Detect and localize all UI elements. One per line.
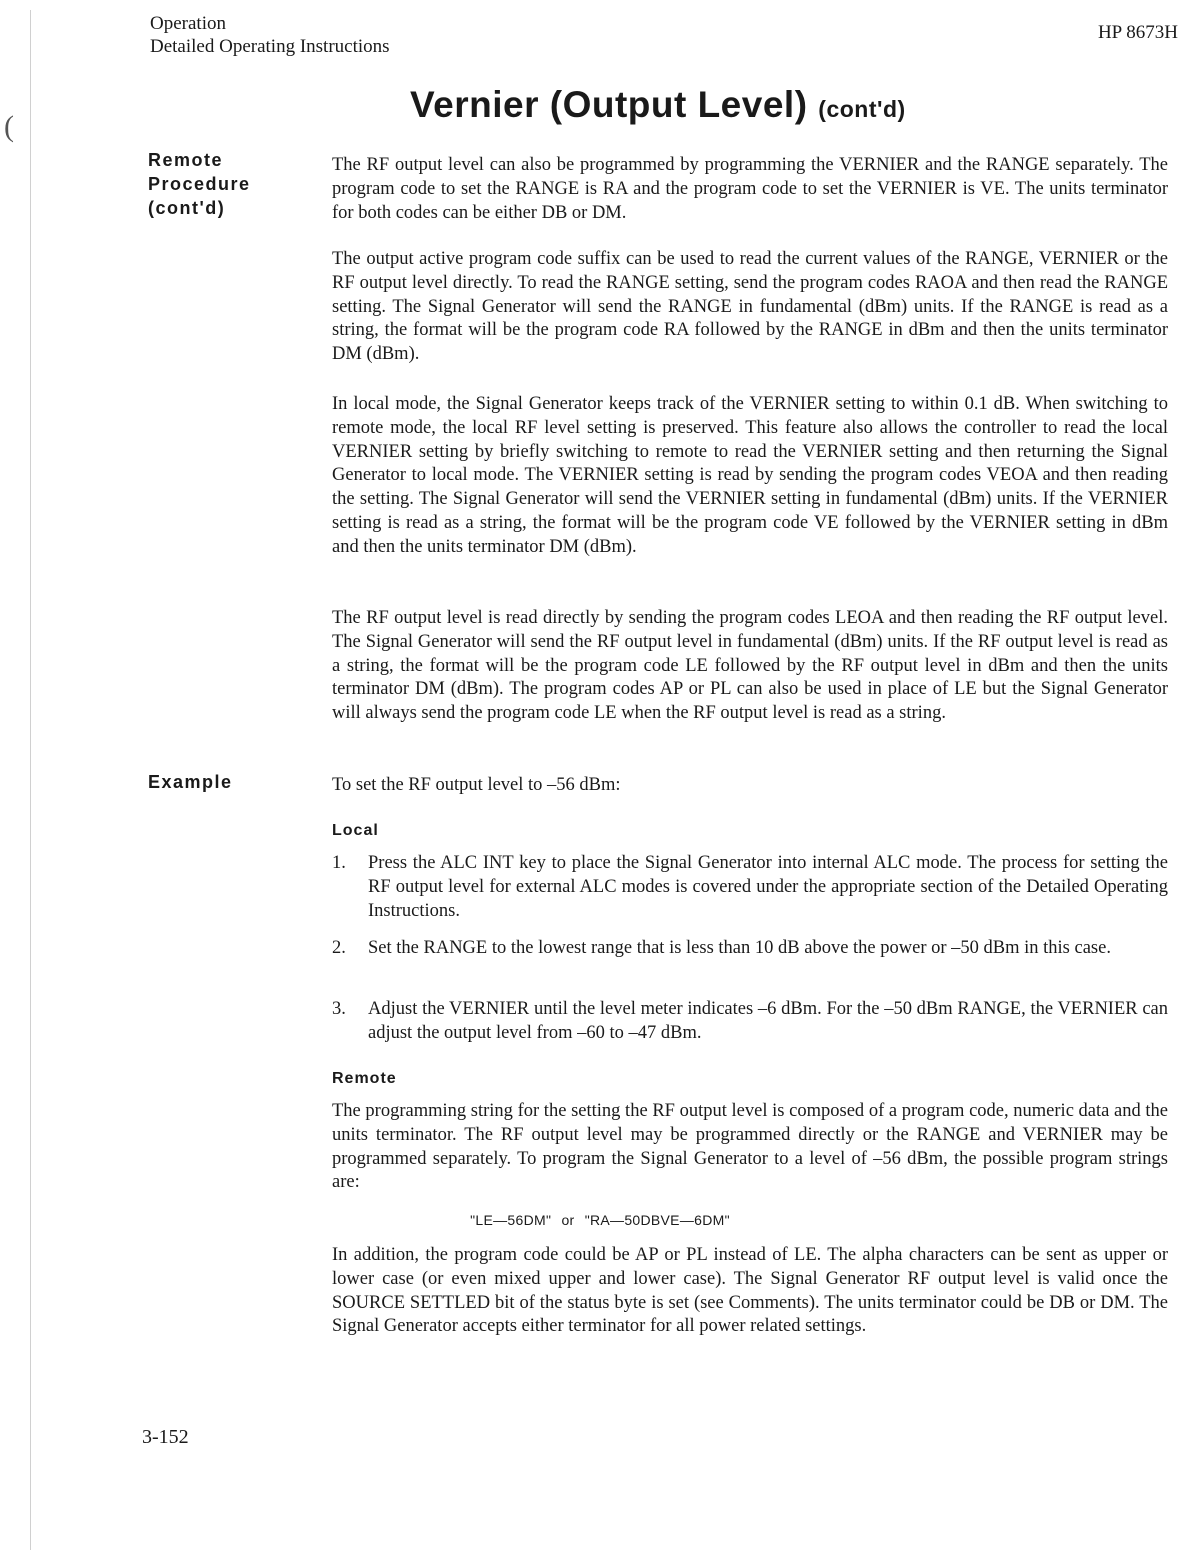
page-number: 3-152 bbox=[142, 1426, 189, 1448]
header-section: Operation bbox=[150, 13, 226, 34]
paragraph-local-mode bbox=[332, 393, 1168, 560]
paragraph-text: The RF output level can also be programmed by programming the VERNIER and the RANGE separately. The program code to set the RANGE is RA and the program code to set the VERNIER is VE. The units terminator for both codes can be either DB or DM. bbox=[332, 155, 1168, 223]
side-label-line: Procedure bbox=[148, 174, 251, 194]
scan-binding-edge bbox=[30, 10, 31, 1550]
program-string-ra-ve: "RA—50DBVE—6DM" bbox=[584, 1212, 730, 1228]
paragraph-rf-output-read bbox=[332, 607, 1168, 726]
step-text: Press the ALC INT key to place the Signal Generator into internal ALC mode. The process for setting the RF output level for external ALC modes is covered under the appropriate section of the Detailed Operating Instructions. bbox=[368, 853, 1168, 921]
title-suffix: (cont'd) bbox=[818, 96, 906, 122]
step-number: 2. bbox=[332, 938, 346, 958]
program-string-or: or bbox=[561, 1212, 575, 1228]
step-number: 1. bbox=[332, 853, 346, 873]
list-item bbox=[332, 998, 1168, 1046]
example-label: Example bbox=[148, 772, 233, 792]
paragraph-output-active bbox=[332, 248, 1168, 367]
step-number: 3. bbox=[332, 999, 346, 1019]
step-text: Adjust the VERNIER until the level meter indicates –6 dBm. For the –50 dBm RANGE, the VERNIER can adjust the output level from –60 to –47 dBm. bbox=[368, 999, 1168, 1043]
remote-heading: Remote bbox=[332, 1070, 397, 1087]
scan-artifact-mark: ( bbox=[4, 110, 14, 143]
paragraph-text: The output active program code suffix can be used to read the current values of the RANGE, VERNIER or the RF output level directly. To read the RANGE setting, send the program codes RAOA and then read the RANGE setting. The Signal Generator will send the RANGE in fundamental (dBm) units. If the RANGE is read as a string, the format will be the program code RA followed by the RANGE in dBm and then the units terminator DM (dBm). bbox=[332, 249, 1168, 365]
side-label-line: (cont'd) bbox=[148, 198, 226, 218]
paragraph-remote-additional bbox=[332, 1244, 1168, 1339]
list-item bbox=[332, 937, 1168, 961]
step-text: Set the RANGE to the lowest range that is less than 10 dB above the power or –50 dBm in this case. bbox=[368, 938, 1111, 958]
title-main: Vernier (Output Level) bbox=[410, 84, 808, 125]
remote-procedure-label bbox=[148, 148, 251, 220]
header-subsection: Detailed Operating Instructions bbox=[150, 36, 390, 57]
paragraph-text: The RF output level is read directly by sending the program codes LEOA and then reading the RF output level. The Signal Generator will send the RF output level in fundamental (dBm) units. If the RF output level is read as a string, the format will be the program code LE followed by the RF output level in dBm and then the units terminator DM (dBm). The program codes AP or PL can also be used in place of LE but the Signal Generator will always send the program code LE when the RF output level is read as a string. bbox=[332, 608, 1168, 724]
paragraph-text: In addition, the program code could be AP or PL instead of LE. The alpha characters can be sent as upper or lower case (or even mixed upper and lower case). The Signal Generator RF output level is valid once the SOURCE SETTLED bit of the status byte is set (see Comments). The units terminator could be DB or DM. The Signal Generator accepts either terminator for all power related settings. bbox=[332, 1245, 1168, 1337]
local-heading: Local bbox=[332, 822, 379, 839]
paragraph-text: In local mode, the Signal Generator keeps track of the VERNIER setting to within 0.1 dB. When switching to remote mode, the local RF level setting is preserved. This feature also allows the controller to read the local VERNIER setting by briefly switching to remote to read the VERNIER setting and then returning the Signal Generator to local mode. The VERNIER setting is read by sending the program codes VEOA and then reading the setting. The Signal Generator will send the VERNIER setting in fundamental (dBm) units. If the VERNIER setting is read as a string, the format will be the program code VE followed by the VERNIER setting in dBm and then the units terminator DM (dBm). bbox=[332, 394, 1168, 557]
header-model: HP 8673H bbox=[1097, 22, 1178, 43]
paragraph-text: To set the RF output level to –56 dBm: bbox=[332, 775, 621, 795]
list-item bbox=[332, 852, 1168, 923]
paragraph-remote-string bbox=[332, 1100, 1168, 1195]
program-strings bbox=[0, 1212, 1200, 1228]
program-string-le: "LE—56DM" bbox=[470, 1212, 552, 1228]
example-intro bbox=[332, 774, 1168, 798]
paragraph-range-vernier bbox=[332, 154, 1168, 225]
page-title bbox=[410, 84, 906, 126]
paragraph-text: The programming string for the setting the RF output level is composed of a program code, numeric data and the units terminator. The RF output level may be programmed directly or the RANGE and VERNIER may be programmed separately. To program the Signal Generator to a level of –56 dBm, the possible program strings are: bbox=[332, 1101, 1168, 1193]
side-label-line: Remote bbox=[148, 150, 224, 170]
running-header bbox=[150, 12, 390, 58]
